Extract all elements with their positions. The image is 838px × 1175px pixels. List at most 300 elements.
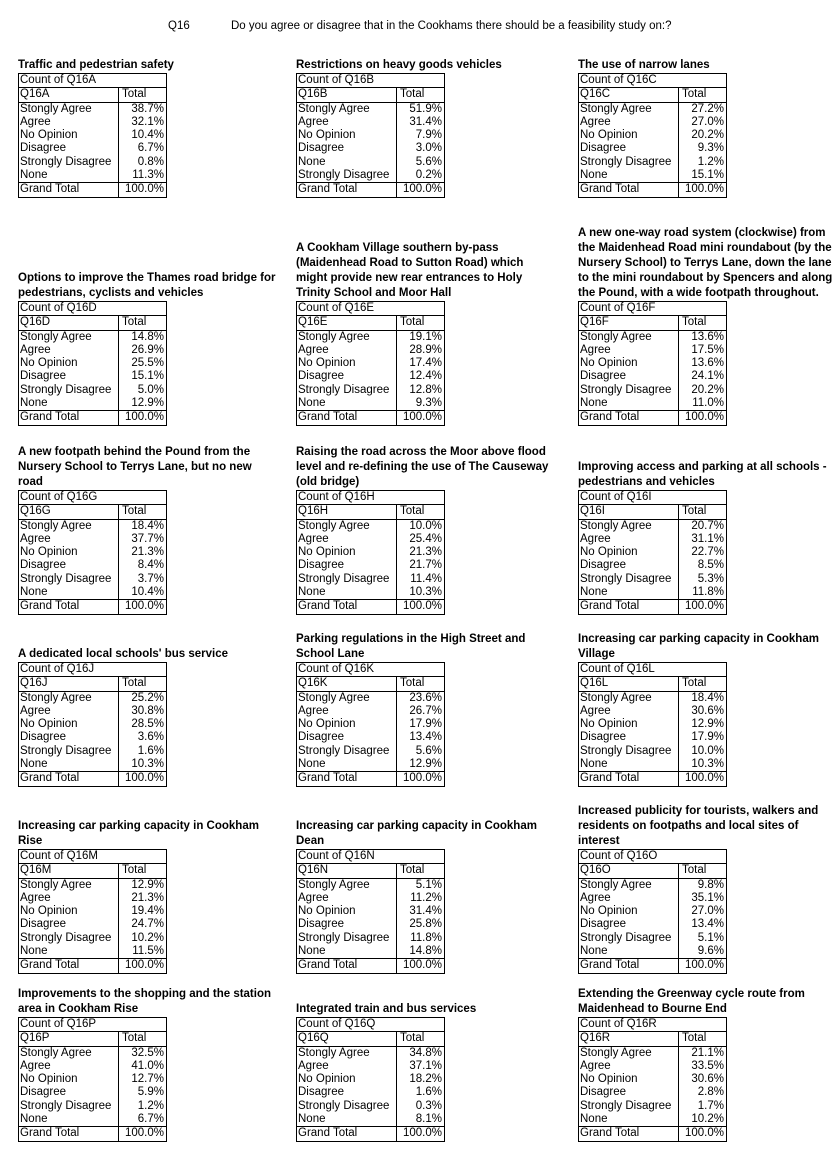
table-row xyxy=(579,142,727,155)
table-row xyxy=(297,142,445,155)
response-label: Stongly Agree xyxy=(19,330,119,344)
count-empty-cell xyxy=(119,1018,167,1032)
field-header: Q16O xyxy=(579,864,679,878)
response-label: No Opinion xyxy=(297,546,397,559)
table-row xyxy=(19,370,167,383)
count-row xyxy=(19,74,167,88)
pivot-block-q16d xyxy=(18,272,280,426)
table-title-line: Extending the Greenway cycle route from xyxy=(578,988,805,1000)
total-header: Total xyxy=(679,677,727,691)
response-label: Strongly Disagree xyxy=(297,573,397,586)
table-row xyxy=(19,142,167,155)
field-header: Q16K xyxy=(297,677,397,691)
grand-total-row xyxy=(579,600,727,614)
table-row xyxy=(19,344,167,357)
count-empty-cell xyxy=(679,1018,727,1032)
response-percent: 10.2% xyxy=(679,1113,727,1127)
response-label: Agree xyxy=(579,116,679,129)
response-label: Strongly Disagree xyxy=(579,932,679,945)
response-percent: 27.2% xyxy=(679,102,727,116)
table-row xyxy=(297,102,445,116)
field-header: Q16M xyxy=(19,864,119,878)
total-header: Total xyxy=(679,864,727,878)
pivot-block-q16p xyxy=(18,988,280,1142)
response-percent: 5.1% xyxy=(397,878,445,892)
response-label: Disagree xyxy=(579,559,679,572)
table-row xyxy=(579,370,727,383)
grand-total-value: 100.0% xyxy=(119,600,167,614)
table-row xyxy=(579,519,727,533)
pivot-table xyxy=(578,73,727,198)
response-label: Agree xyxy=(579,1060,679,1073)
table-row xyxy=(297,1073,445,1086)
response-label: Strongly Disagree xyxy=(297,1100,397,1113)
response-percent: 13.6% xyxy=(679,330,727,344)
table-row xyxy=(579,559,727,572)
response-label: Disagree xyxy=(579,370,679,383)
response-percent: 5.1% xyxy=(679,932,727,945)
response-label: Strongly Disagree xyxy=(19,1100,119,1113)
response-percent: 1.2% xyxy=(119,1100,167,1113)
table-title-line: (old bridge) xyxy=(296,476,360,488)
pivot-block-q16n xyxy=(296,820,558,974)
grand-total-label: Grand Total xyxy=(19,1127,119,1141)
response-percent: 51.9% xyxy=(397,102,445,116)
response-label: Agree xyxy=(297,1060,397,1073)
pivot-table xyxy=(296,73,445,198)
response-percent: 20.7% xyxy=(679,519,727,533)
grand-total-label: Grand Total xyxy=(297,772,397,786)
table-row xyxy=(297,169,445,183)
count-empty-cell xyxy=(397,1018,445,1032)
response-percent: 11.3% xyxy=(119,169,167,183)
table-title-line: Improving access and parking at all schools - xyxy=(578,461,827,473)
grand-total-row xyxy=(19,183,167,197)
table-row xyxy=(297,559,445,572)
table-row xyxy=(297,905,445,918)
response-label: Disagree xyxy=(19,370,119,383)
grand-total-value: 100.0% xyxy=(119,411,167,425)
response-label: None xyxy=(19,586,119,600)
response-label: Strongly Disagree xyxy=(19,745,119,758)
table-title-line: pedestrians and vehicles xyxy=(578,476,715,488)
table-title xyxy=(296,58,558,73)
field-header: Q16H xyxy=(297,505,397,519)
table-title-line: Dean xyxy=(296,835,325,847)
response-percent: 0.3% xyxy=(397,1100,445,1113)
table-row xyxy=(19,397,167,411)
header-row xyxy=(19,1032,167,1046)
table-row xyxy=(19,357,167,370)
table-title xyxy=(296,445,558,490)
table-row xyxy=(297,758,445,772)
response-percent: 10.2% xyxy=(119,932,167,945)
pivot-block-q16a xyxy=(18,59,280,198)
response-label: Stongly Agree xyxy=(579,878,679,892)
grand-total-label: Grand Total xyxy=(579,183,679,197)
header-row xyxy=(579,316,727,330)
response-percent: 41.0% xyxy=(119,1060,167,1073)
table-row xyxy=(19,691,167,705)
grand-total-value: 100.0% xyxy=(119,1127,167,1141)
response-label: None xyxy=(297,397,397,411)
response-label: Strongly Disagree xyxy=(19,384,119,397)
response-percent: 3.6% xyxy=(119,731,167,744)
table-row xyxy=(579,384,727,397)
field-header: Q16G xyxy=(19,505,119,519)
table-row xyxy=(579,691,727,705)
table-title-line: Increased publicity for tourists, walkers and xyxy=(578,805,819,817)
header-row xyxy=(579,505,727,519)
count-empty-cell xyxy=(679,302,727,316)
total-header: Total xyxy=(119,677,167,691)
response-label: No Opinion xyxy=(297,357,397,370)
response-label: Strongly Disagree xyxy=(579,573,679,586)
response-label: Strongly Disagree xyxy=(297,169,397,183)
table-title-line: A dedicated local schools' bus service xyxy=(18,648,229,660)
count-label: Count of Q16G xyxy=(19,491,119,505)
table-row xyxy=(297,586,445,600)
response-percent: 17.9% xyxy=(679,731,727,744)
grand-total-label: Grand Total xyxy=(297,1127,397,1141)
table-row xyxy=(579,1086,727,1099)
response-label: Stongly Agree xyxy=(19,691,119,705)
field-header: Q16E xyxy=(297,316,397,330)
response-percent: 23.6% xyxy=(397,691,445,705)
count-row xyxy=(579,302,727,316)
pivot-block-q16q xyxy=(296,1003,558,1142)
header-row xyxy=(579,677,727,691)
table-row xyxy=(579,1100,727,1113)
total-header: Total xyxy=(397,1032,445,1046)
pivot-table xyxy=(578,301,727,426)
table-title-line: (Maidenhead Road to Sutton Road) which xyxy=(296,257,524,269)
table-title-line: area in Cookham Rise xyxy=(18,1003,139,1015)
response-percent: 31.1% xyxy=(679,533,727,546)
response-percent: 10.4% xyxy=(119,129,167,142)
table-row xyxy=(579,116,727,129)
count-label: Count of Q16N xyxy=(297,850,397,864)
response-label: No Opinion xyxy=(19,718,119,731)
table-row xyxy=(579,586,727,600)
response-label: No Opinion xyxy=(297,1073,397,1086)
total-header: Total xyxy=(397,505,445,519)
table-row xyxy=(579,932,727,945)
response-label: Disagree xyxy=(579,918,679,931)
response-percent: 10.0% xyxy=(397,519,445,533)
response-label: None xyxy=(19,397,119,411)
response-label: Agree xyxy=(19,533,119,546)
table-title-line: residents on footpaths and local sites of xyxy=(578,820,799,832)
pivot-table xyxy=(296,1017,445,1142)
response-label: Agree xyxy=(19,892,119,905)
count-row xyxy=(579,74,727,88)
response-label: Disagree xyxy=(297,731,397,744)
grand-total-label: Grand Total xyxy=(297,411,397,425)
table-row xyxy=(579,533,727,546)
response-percent: 19.1% xyxy=(397,330,445,344)
response-label: Strongly Disagree xyxy=(579,1100,679,1113)
pivot-block-q16f xyxy=(578,227,838,426)
table-row xyxy=(297,384,445,397)
response-label: Strongly Disagree xyxy=(579,156,679,169)
response-label: Agree xyxy=(297,892,397,905)
response-percent: 17.9% xyxy=(397,718,445,731)
response-percent: 11.0% xyxy=(679,397,727,411)
grand-total-value: 100.0% xyxy=(397,600,445,614)
header-row xyxy=(297,864,445,878)
pivot-table xyxy=(18,490,167,615)
response-label: Disagree xyxy=(579,731,679,744)
header-row xyxy=(19,864,167,878)
table-title xyxy=(578,460,838,490)
response-label: Stongly Agree xyxy=(297,102,397,116)
table-title-line: Increasing car parking capacity in Cookham xyxy=(296,820,537,832)
table-row xyxy=(579,344,727,357)
response-label: Stongly Agree xyxy=(579,519,679,533)
response-percent: 12.9% xyxy=(119,878,167,892)
count-row xyxy=(297,491,445,505)
response-label: None xyxy=(579,169,679,183)
table-row xyxy=(579,129,727,142)
response-label: No Opinion xyxy=(579,905,679,918)
response-percent: 10.3% xyxy=(119,758,167,772)
response-label: None xyxy=(297,156,397,169)
table-title xyxy=(578,987,838,1017)
count-label: Count of Q16E xyxy=(297,302,397,316)
response-percent: 28.9% xyxy=(397,344,445,357)
response-label: No Opinion xyxy=(297,129,397,142)
response-label: Disagree xyxy=(297,559,397,572)
table-title xyxy=(18,647,280,662)
table-title-line: A new footpath behind the Pound from the xyxy=(18,446,251,458)
response-percent: 10.3% xyxy=(397,586,445,600)
response-percent: 6.7% xyxy=(119,142,167,155)
response-label: Stongly Agree xyxy=(297,1046,397,1060)
count-empty-cell xyxy=(119,302,167,316)
response-percent: 19.4% xyxy=(119,905,167,918)
total-header: Total xyxy=(119,88,167,102)
response-label: Disagree xyxy=(579,142,679,155)
table-row xyxy=(297,691,445,705)
response-percent: 32.1% xyxy=(119,116,167,129)
total-header: Total xyxy=(119,864,167,878)
grand-total-row xyxy=(579,1127,727,1141)
table-row xyxy=(579,705,727,718)
table-row xyxy=(19,745,167,758)
table-title-line: road xyxy=(18,476,43,488)
grand-total-label: Grand Total xyxy=(297,600,397,614)
response-percent: 14.8% xyxy=(397,945,445,959)
count-empty-cell xyxy=(397,74,445,88)
field-header: Q16A xyxy=(19,88,119,102)
response-percent: 8.5% xyxy=(679,559,727,572)
count-empty-cell xyxy=(397,663,445,677)
response-label: Stongly Agree xyxy=(19,1046,119,1060)
grand-total-row xyxy=(297,1127,445,1141)
question-text: Do you agree or disagree that in the Cookhams there should be a feasibility study on:? xyxy=(231,20,672,32)
count-label: Count of Q16P xyxy=(19,1018,119,1032)
pivot-block-q16c xyxy=(578,59,838,198)
grand-total-row xyxy=(19,959,167,973)
response-percent: 31.4% xyxy=(397,116,445,129)
grand-total-value: 100.0% xyxy=(679,600,727,614)
table-title-line: Maidenhead to Bourne End xyxy=(578,1003,727,1015)
response-percent: 37.7% xyxy=(119,533,167,546)
pivot-block-q16e xyxy=(296,242,558,426)
count-empty-cell xyxy=(679,74,727,88)
response-percent: 8.1% xyxy=(397,1113,445,1127)
total-header: Total xyxy=(119,1032,167,1046)
table-row xyxy=(579,758,727,772)
response-label: Disagree xyxy=(579,1086,679,1099)
pivot-table xyxy=(296,662,445,787)
count-label: Count of Q16M xyxy=(19,850,119,864)
field-header: Q16D xyxy=(19,316,119,330)
header-row xyxy=(297,677,445,691)
response-label: Stongly Agree xyxy=(297,519,397,533)
total-header: Total xyxy=(679,505,727,519)
table-row xyxy=(19,758,167,772)
table-row xyxy=(579,397,727,411)
table-row xyxy=(579,905,727,918)
table-row xyxy=(297,731,445,744)
response-label: None xyxy=(297,586,397,600)
table-row xyxy=(19,1100,167,1113)
table-row xyxy=(19,1073,167,1086)
count-row xyxy=(297,1018,445,1032)
table-title-line: The use of narrow lanes xyxy=(578,59,710,71)
table-title-line: might provide new rear entrances to Holy xyxy=(296,272,523,284)
response-percent: 11.8% xyxy=(397,932,445,945)
response-label: Agree xyxy=(579,705,679,718)
table-row xyxy=(579,1073,727,1086)
response-percent: 30.8% xyxy=(119,705,167,718)
response-percent: 12.9% xyxy=(397,758,445,772)
response-percent: 22.7% xyxy=(679,546,727,559)
table-row xyxy=(297,705,445,718)
table-title-line: the Pound, with a wide footpath throughout. xyxy=(578,287,819,299)
total-header: Total xyxy=(679,1032,727,1046)
table-row xyxy=(19,384,167,397)
table-title-line: Parking regulations in the High Street and xyxy=(296,633,526,645)
field-header: Q16I xyxy=(579,505,679,519)
table-row xyxy=(19,533,167,546)
grand-total-label: Grand Total xyxy=(19,772,119,786)
table-row xyxy=(297,533,445,546)
response-label: Stongly Agree xyxy=(19,519,119,533)
pivot-table xyxy=(18,301,167,426)
table-title-line: Improvements to the shopping and the station xyxy=(18,988,272,1000)
count-row xyxy=(297,663,445,677)
grand-total-row xyxy=(19,1127,167,1141)
response-percent: 24.1% xyxy=(679,370,727,383)
table-title-line: Options to improve the Thames road bridge for xyxy=(18,272,276,284)
response-label: Agree xyxy=(19,705,119,718)
pivot-block-q16h xyxy=(296,446,558,615)
count-label: Count of Q16A xyxy=(19,74,119,88)
response-percent: 32.5% xyxy=(119,1046,167,1060)
response-label: Stongly Agree xyxy=(579,1046,679,1060)
grand-total-label: Grand Total xyxy=(19,600,119,614)
table-row xyxy=(297,1086,445,1099)
total-header: Total xyxy=(119,316,167,330)
pivot-block-q16r xyxy=(578,988,838,1142)
grand-total-label: Grand Total xyxy=(297,959,397,973)
grand-total-value: 100.0% xyxy=(119,183,167,197)
header-row xyxy=(297,505,445,519)
pivot-table xyxy=(578,662,727,787)
table-title xyxy=(18,987,280,1017)
table-row xyxy=(19,129,167,142)
grand-total-value: 100.0% xyxy=(679,959,727,973)
response-percent: 17.5% xyxy=(679,344,727,357)
table-row xyxy=(297,1046,445,1060)
response-percent: 21.3% xyxy=(397,546,445,559)
response-label: Strongly Disagree xyxy=(297,932,397,945)
count-label: Count of Q16J xyxy=(19,663,119,677)
response-percent: 20.2% xyxy=(679,129,727,142)
table-row xyxy=(19,945,167,959)
response-percent: 25.2% xyxy=(119,691,167,705)
field-header: Q16P xyxy=(19,1032,119,1046)
table-row xyxy=(19,586,167,600)
count-label: Count of Q16C xyxy=(579,74,679,88)
grand-total-value: 100.0% xyxy=(397,959,445,973)
table-row xyxy=(579,1060,727,1073)
count-label: Count of Q16R xyxy=(579,1018,679,1032)
table-title-line: level and re-defining the use of The Causeway xyxy=(296,461,549,473)
table-row xyxy=(19,878,167,892)
count-label: Count of Q16O xyxy=(579,850,679,864)
count-label: Count of Q16H xyxy=(297,491,397,505)
grand-total-row xyxy=(297,959,445,973)
response-label: Disagree xyxy=(19,1086,119,1099)
pivot-table xyxy=(18,73,167,198)
response-percent: 12.8% xyxy=(397,384,445,397)
table-row xyxy=(297,892,445,905)
grand-total-row xyxy=(19,600,167,614)
response-label: Strongly Disagree xyxy=(19,156,119,169)
header-row xyxy=(19,88,167,102)
response-percent: 18.4% xyxy=(679,691,727,705)
response-percent: 24.7% xyxy=(119,918,167,931)
grand-total-row xyxy=(297,183,445,197)
table-row xyxy=(19,1113,167,1127)
response-label: Strongly Disagree xyxy=(19,932,119,945)
response-percent: 10.3% xyxy=(679,758,727,772)
response-label: Stongly Agree xyxy=(297,878,397,892)
table-row xyxy=(19,330,167,344)
table-title-line: Traffic and pedestrian safety xyxy=(18,59,174,71)
grand-total-row xyxy=(579,411,727,425)
table-row xyxy=(579,169,727,183)
response-percent: 18.4% xyxy=(119,519,167,533)
response-label: No Opinion xyxy=(297,718,397,731)
response-percent: 25.8% xyxy=(397,918,445,931)
count-label: Count of Q16F xyxy=(579,302,679,316)
question-id: Q16 xyxy=(168,20,190,32)
grand-total-label: Grand Total xyxy=(19,411,119,425)
table-title xyxy=(296,819,558,849)
count-empty-cell xyxy=(119,491,167,505)
count-row xyxy=(19,302,167,316)
table-title-line: School Lane xyxy=(296,648,365,660)
response-percent: 10.4% xyxy=(119,586,167,600)
count-label: Count of Q16B xyxy=(297,74,397,88)
response-label: No Opinion xyxy=(579,718,679,731)
response-percent: 20.2% xyxy=(679,384,727,397)
